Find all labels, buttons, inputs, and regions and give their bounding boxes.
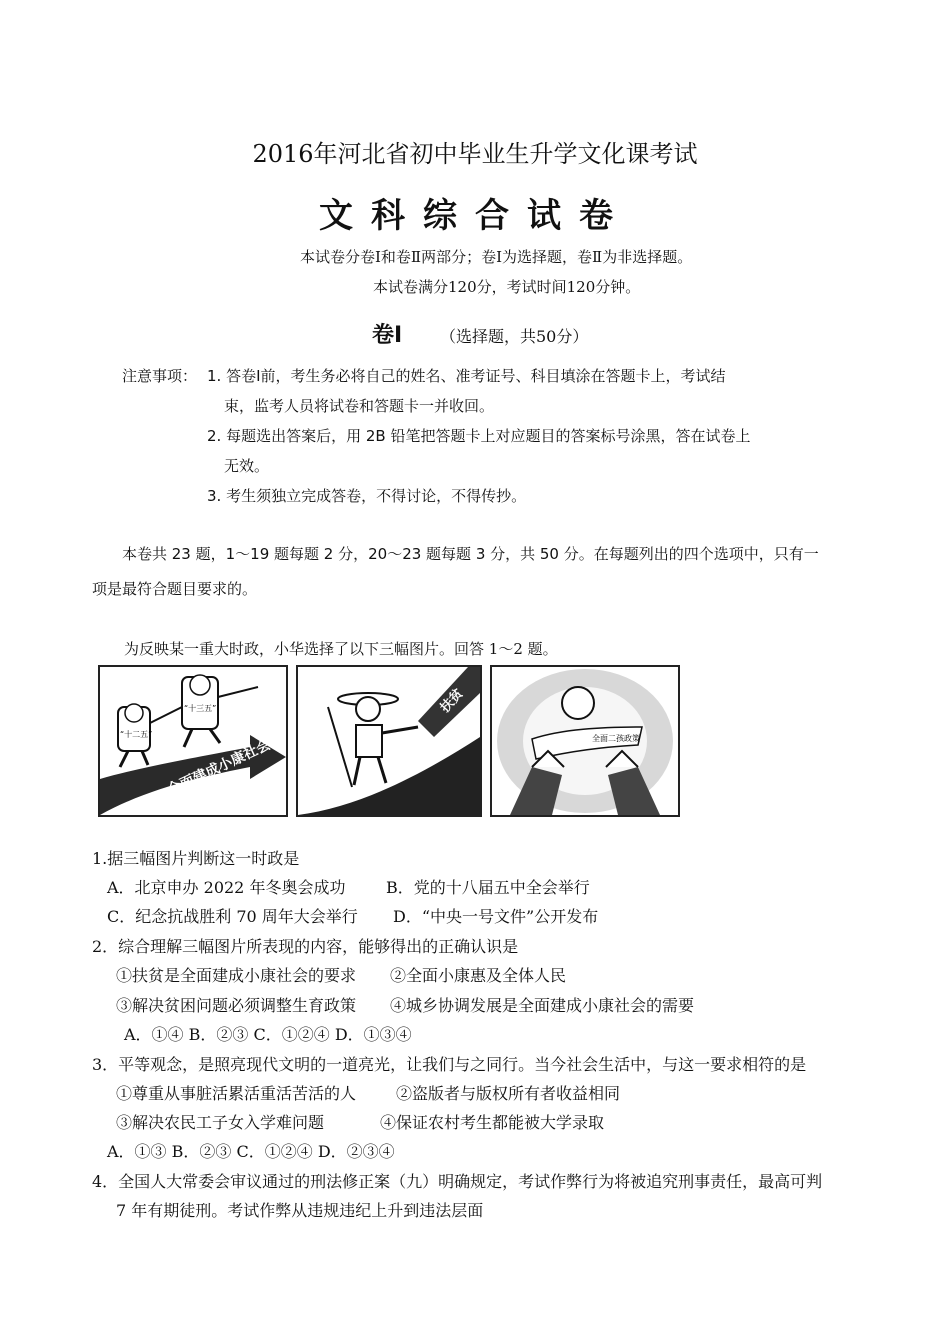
- doc-label-13: “十三五”: [184, 704, 217, 713]
- q2-stem: 2．综合理解三幅图片所表现的内容，能够得出的正确认识是: [92, 937, 519, 956]
- q3-stem: 3．平等观念，是照亮现代文明的一道亮光，让我们与之同行。当今社会生活中，与这一要求相符的是: [92, 1055, 807, 1074]
- instruction-line-1: 本卷共 23 题，1～19 题每题 2 分，20～23 题每题 3 分，共 50 分。在每题列出的四个选项中，只有一: [122, 545, 819, 563]
- notice-item-1-cont: 束，监考人员将试卷和答题卡一并收回。: [224, 397, 495, 415]
- question-lead: 为反映某一重大时政，小华选择了以下三幅图片。回答 1～2 题。: [124, 640, 558, 658]
- q2-answers: A．①④ B．②③ C．①②④ D．①③④: [124, 1025, 412, 1044]
- notice-label: 注意事项：: [122, 367, 198, 385]
- q3-statement-2: ②盗版者与版权所有者收益相同: [396, 1084, 621, 1103]
- notice-item-1: 1. 答卷Ⅰ前，考生务必将自己的姓名、准考证号、科目填涂在答题卡上，考试结: [207, 367, 726, 385]
- q1-option-a: A．北京申办 2022 年冬奥会成功: [107, 878, 346, 897]
- q3-answers: A．①③ B．②③ C．①②④ D．②③④: [107, 1142, 395, 1161]
- notice-item-2: 2. 每题选出答案后，用 2B 铅笔把答题卡上对应题目的答案标号涂黑，答在试卷上: [207, 427, 751, 445]
- section-note: （选择题，共50分）: [440, 327, 589, 346]
- cartoon-five-year-plans: [98, 665, 288, 817]
- section-title: 卷Ⅰ: [372, 323, 403, 348]
- instruction-line-2: 项是最符合题目要求的。: [92, 580, 258, 598]
- arrow-label: 全面建成小康社会: [164, 736, 274, 799]
- cartoon-3-drawing: [492, 667, 678, 815]
- notice-item-2-cont: 无效。: [224, 457, 270, 475]
- cartoon-2-drawing: [298, 667, 480, 815]
- sleeve-label: 扶贫: [437, 686, 467, 716]
- q2-statement-2: ②全面小康惠及全体人民: [390, 966, 567, 985]
- q2-statement-1: ①扶贫是全面建成小康社会的要求: [116, 966, 357, 985]
- q4-stem-line-2: 7 年有期徒刑。考试作弊从违规违纪上升到违法层面: [116, 1201, 484, 1220]
- q2-statement-4: ④城乡协调发展是全面建成小康社会的需要: [390, 996, 695, 1015]
- q1-stem: 1.据三幅图片判断这一时政是: [92, 849, 300, 868]
- exam-title: 2016年河北省初中毕业生升学文化课考试: [252, 140, 698, 168]
- q2-statement-3: ③解决贫困问题必须调整生育政策: [116, 996, 357, 1015]
- cartoon-1-drawing: [100, 667, 286, 815]
- banner-label: 全面二孩政策: [592, 734, 640, 743]
- exam-subtitle: 文科综合试卷: [319, 196, 631, 236]
- q1-option-d: D．“中央一号文件”公开发布: [393, 907, 599, 926]
- q1-option-b: B．党的十八届五中全会举行: [386, 878, 590, 897]
- q3-statement-1: ①尊重从事脏活累活重活苦活的人: [116, 1084, 357, 1103]
- q4-stem-line-1: 4．全国人大常委会审议通过的刑法修正案（九）明确规定，考试作弊行为将被追究刑事责任，最高可判: [92, 1172, 823, 1191]
- cartoon-two-child-policy: [490, 665, 680, 817]
- notice-item-3: 3. 考生须独立完成答卷，不得讨论，不得传抄。: [207, 487, 527, 505]
- doc-label-12: “十二五”: [120, 730, 153, 739]
- q3-statement-3: ③解决农民工子女入学难问题: [116, 1113, 325, 1132]
- q1-option-c: C．纪念抗战胜利 70 周年大会举行: [107, 907, 358, 926]
- intro-line-1: 本试卷分卷Ⅰ和卷Ⅱ两部分；卷Ⅰ为选择题，卷Ⅱ为非选择题。: [300, 248, 693, 266]
- q3-statement-4: ④保证农村考生都能被大学录取: [380, 1113, 605, 1132]
- intro-line-2: 本试卷满分120分，考试时间120分钟。: [373, 278, 641, 296]
- cartoon-poverty-relief: [296, 665, 482, 817]
